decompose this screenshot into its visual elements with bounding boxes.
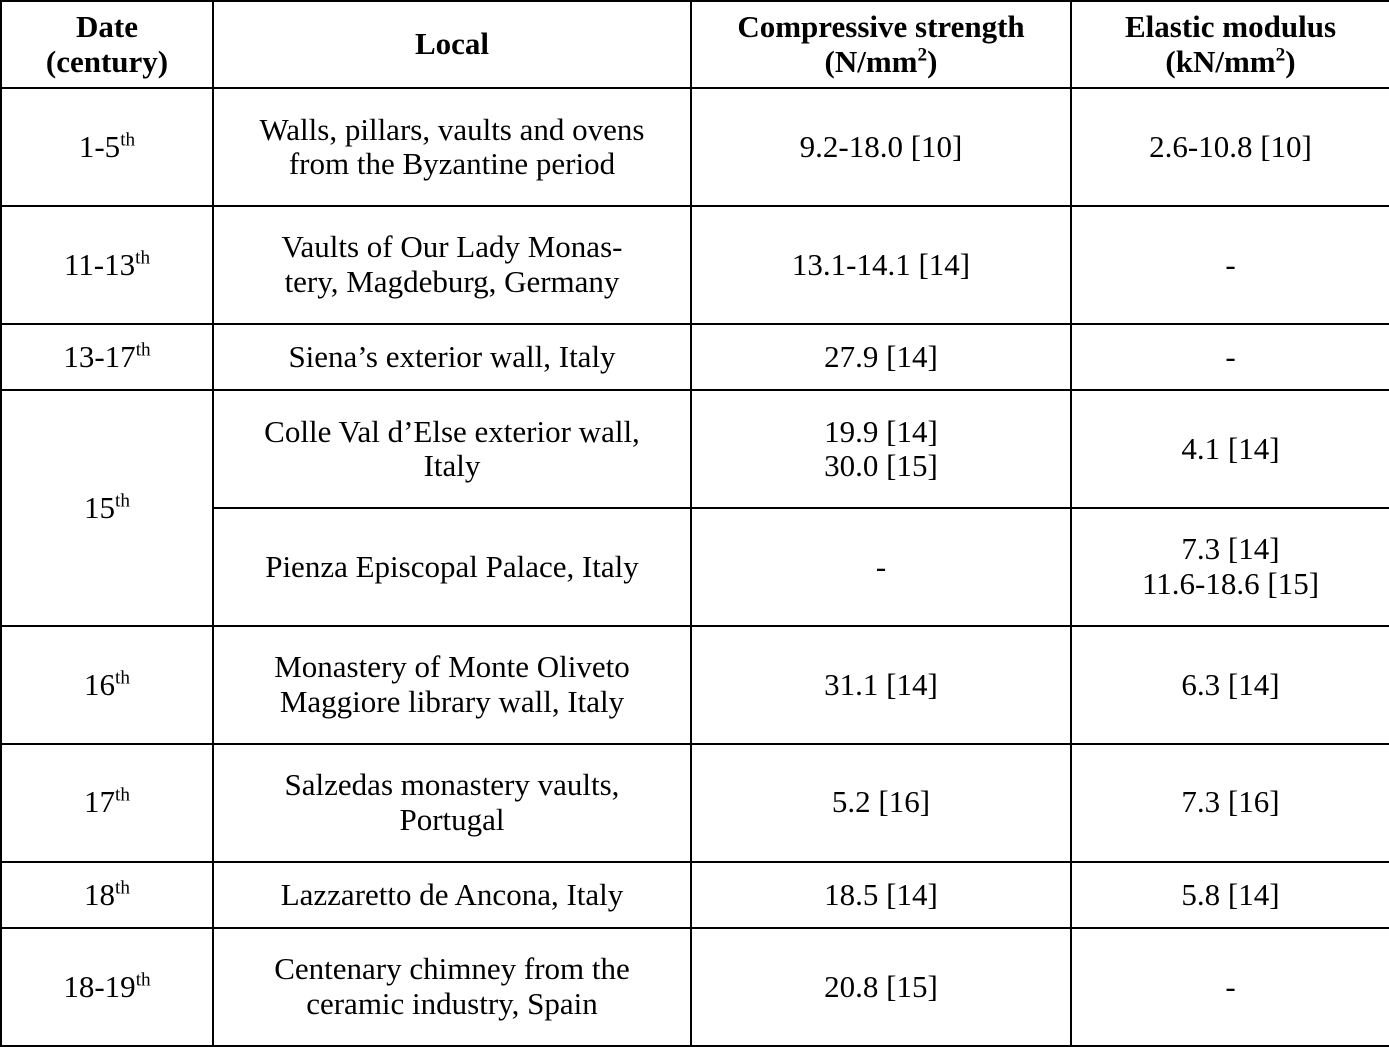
column-header-elastic-units bbox=[1078, 45, 1383, 80]
compressive-value: 13.1-14.1 [14] bbox=[791, 246, 971, 282]
compressive-value: - bbox=[875, 548, 887, 584]
column-header-date bbox=[1, 1, 213, 88]
local-line: Siena’s exterior wall, Italy bbox=[288, 338, 616, 374]
table-header bbox=[1, 1, 1389, 88]
date-ordinal-suffix: th bbox=[115, 785, 130, 807]
cell-compressive-strength bbox=[691, 508, 1071, 626]
compressive-value: 27.9 [14] bbox=[824, 338, 938, 374]
elastic-value: 2.6-10.8 [10] bbox=[1149, 128, 1312, 164]
cell-date bbox=[1, 206, 213, 324]
date-text: 18 bbox=[84, 876, 116, 912]
table-body bbox=[1, 88, 1389, 1046]
elastic-value: 11.6-18.6 [15] bbox=[1141, 566, 1320, 602]
table-row bbox=[1, 928, 1389, 1046]
compressive-units-text: (N/mm bbox=[824, 43, 918, 79]
table-row bbox=[1, 862, 1389, 928]
cell-date bbox=[1, 862, 213, 928]
column-header-local-line1: Local bbox=[414, 26, 490, 62]
column-header-compressive-strength bbox=[691, 1, 1071, 88]
column-header-elastic-modulus bbox=[1071, 1, 1389, 88]
cell-date bbox=[1, 928, 213, 1046]
compressive-value: 31.1 [14] bbox=[824, 666, 938, 702]
local-line: Walls, pillars, vaults and ovens bbox=[259, 111, 645, 147]
date-value bbox=[84, 490, 130, 525]
table-row bbox=[1, 390, 1389, 508]
cell-elastic-modulus bbox=[1071, 88, 1389, 206]
date-value bbox=[64, 247, 150, 282]
compressive-value: 9.2-18.0 [10] bbox=[799, 128, 963, 164]
cell-compressive-strength bbox=[691, 744, 1071, 862]
cell-local bbox=[213, 324, 691, 390]
local-line: Pienza Episcopal Palace, Italy bbox=[265, 548, 639, 584]
date-value bbox=[79, 129, 135, 164]
table-row bbox=[1, 88, 1389, 206]
cell-elastic-modulus bbox=[1071, 324, 1389, 390]
elastic-units-text: (kN/mm bbox=[1165, 43, 1276, 79]
date-ordinal-suffix: th bbox=[120, 129, 136, 151]
cell-local bbox=[213, 508, 691, 626]
cell-local bbox=[213, 928, 691, 1046]
cell-elastic-modulus bbox=[1071, 626, 1389, 744]
cell-date bbox=[1, 88, 213, 206]
local-line: Monastery of Monte Oliveto bbox=[274, 649, 630, 685]
cell-local bbox=[213, 744, 691, 862]
date-ordinal-suffix: th bbox=[135, 969, 151, 991]
date-text: 16 bbox=[84, 666, 116, 702]
cell-compressive-strength bbox=[691, 862, 1071, 928]
table-row bbox=[1, 626, 1389, 744]
date-ordinal-suffix: th bbox=[115, 490, 130, 512]
compressive-value: 18.5 [14] bbox=[824, 876, 938, 912]
compressive-units-close: ) bbox=[927, 43, 938, 79]
date-ordinal-suffix: th bbox=[115, 877, 130, 899]
column-header-compressive-units bbox=[698, 45, 1064, 80]
compressive-units-exponent: 2 bbox=[917, 44, 928, 66]
cell-date bbox=[1, 390, 213, 626]
local-line: ceramic industry, Spain bbox=[306, 986, 598, 1022]
local-line: tery, Magdeburg, Germany bbox=[284, 264, 620, 300]
date-text: 1-5 bbox=[78, 128, 121, 164]
local-line: Italy bbox=[423, 448, 481, 484]
table-row bbox=[1, 744, 1389, 862]
compressive-value: 20.8 [15] bbox=[824, 968, 938, 1004]
column-header-compressive-line1: Compressive strength bbox=[737, 9, 1025, 44]
cell-elastic-modulus bbox=[1071, 206, 1389, 324]
cell-local bbox=[213, 862, 691, 928]
cell-date bbox=[1, 744, 213, 862]
date-text: 18-19 bbox=[63, 968, 136, 1004]
cell-local bbox=[213, 626, 691, 744]
date-ordinal-suffix: th bbox=[135, 247, 151, 269]
local-line: from the Byzantine period bbox=[288, 146, 616, 182]
date-text: 11-13 bbox=[63, 246, 136, 282]
cell-compressive-strength bbox=[691, 88, 1071, 206]
cell-compressive-strength bbox=[691, 324, 1071, 390]
elastic-value: - bbox=[1225, 968, 1236, 1004]
table-header-row bbox=[1, 1, 1389, 88]
date-text: 15 bbox=[84, 489, 116, 525]
compressive-value: 19.9 [14] bbox=[824, 413, 938, 449]
column-header-date-line2: (century) bbox=[45, 43, 169, 79]
date-text: 13-17 bbox=[63, 338, 136, 374]
table-row bbox=[1, 324, 1389, 390]
local-line: Colle Val d’Else exterior wall, bbox=[264, 413, 640, 449]
date-text: 17 bbox=[84, 784, 116, 820]
local-line: Portugal bbox=[399, 801, 505, 837]
cell-compressive-strength bbox=[691, 390, 1071, 508]
compressive-value: 30.0 [15] bbox=[824, 448, 938, 484]
cell-elastic-modulus bbox=[1071, 744, 1389, 862]
local-line: Salzedas monastery vaults, bbox=[284, 767, 620, 803]
date-value bbox=[63, 339, 150, 374]
elastic-value: - bbox=[1225, 246, 1236, 282]
date-ordinal-suffix: th bbox=[115, 667, 130, 689]
column-header-local bbox=[213, 1, 691, 88]
date-value bbox=[84, 784, 130, 819]
elastic-value: 4.1 [14] bbox=[1181, 430, 1280, 466]
date-value bbox=[84, 667, 130, 702]
cell-elastic-modulus bbox=[1071, 862, 1389, 928]
table-row bbox=[1, 206, 1389, 324]
local-line: Centenary chimney from the bbox=[274, 951, 630, 987]
cell-date bbox=[1, 324, 213, 390]
cell-compressive-strength bbox=[691, 206, 1071, 324]
date-value bbox=[63, 969, 150, 1004]
elastic-value: 7.3 [16] bbox=[1181, 784, 1280, 820]
local-line: Maggiore library wall, Italy bbox=[279, 683, 625, 719]
elastic-value: 6.3 [14] bbox=[1181, 666, 1280, 702]
cell-elastic-modulus bbox=[1071, 508, 1389, 626]
date-value bbox=[84, 877, 130, 912]
cell-date bbox=[1, 626, 213, 744]
cell-compressive-strength bbox=[691, 928, 1071, 1046]
compressive-value: 5.2 [16] bbox=[831, 784, 931, 820]
cell-local bbox=[213, 390, 691, 508]
elastic-value: 5.8 [14] bbox=[1181, 876, 1280, 912]
column-header-elastic-line1: Elastic modulus bbox=[1124, 9, 1337, 44]
elastic-value: - bbox=[1225, 338, 1236, 374]
cell-elastic-modulus bbox=[1071, 928, 1389, 1046]
local-line: Vaults of Our Lady Monas- bbox=[281, 229, 623, 265]
elastic-units-close: ) bbox=[1285, 43, 1296, 79]
cell-local bbox=[213, 88, 691, 206]
local-line: Lazzaretto de Ancona, Italy bbox=[280, 876, 624, 912]
column-header-date-line1: Date bbox=[76, 9, 138, 44]
elastic-value: 7.3 [14] bbox=[1181, 531, 1280, 567]
cell-local bbox=[213, 206, 691, 324]
cell-elastic-modulus bbox=[1071, 390, 1389, 508]
date-ordinal-suffix: th bbox=[135, 339, 151, 361]
elastic-units-exponent: 2 bbox=[1275, 44, 1286, 66]
cell-compressive-strength bbox=[691, 626, 1071, 744]
